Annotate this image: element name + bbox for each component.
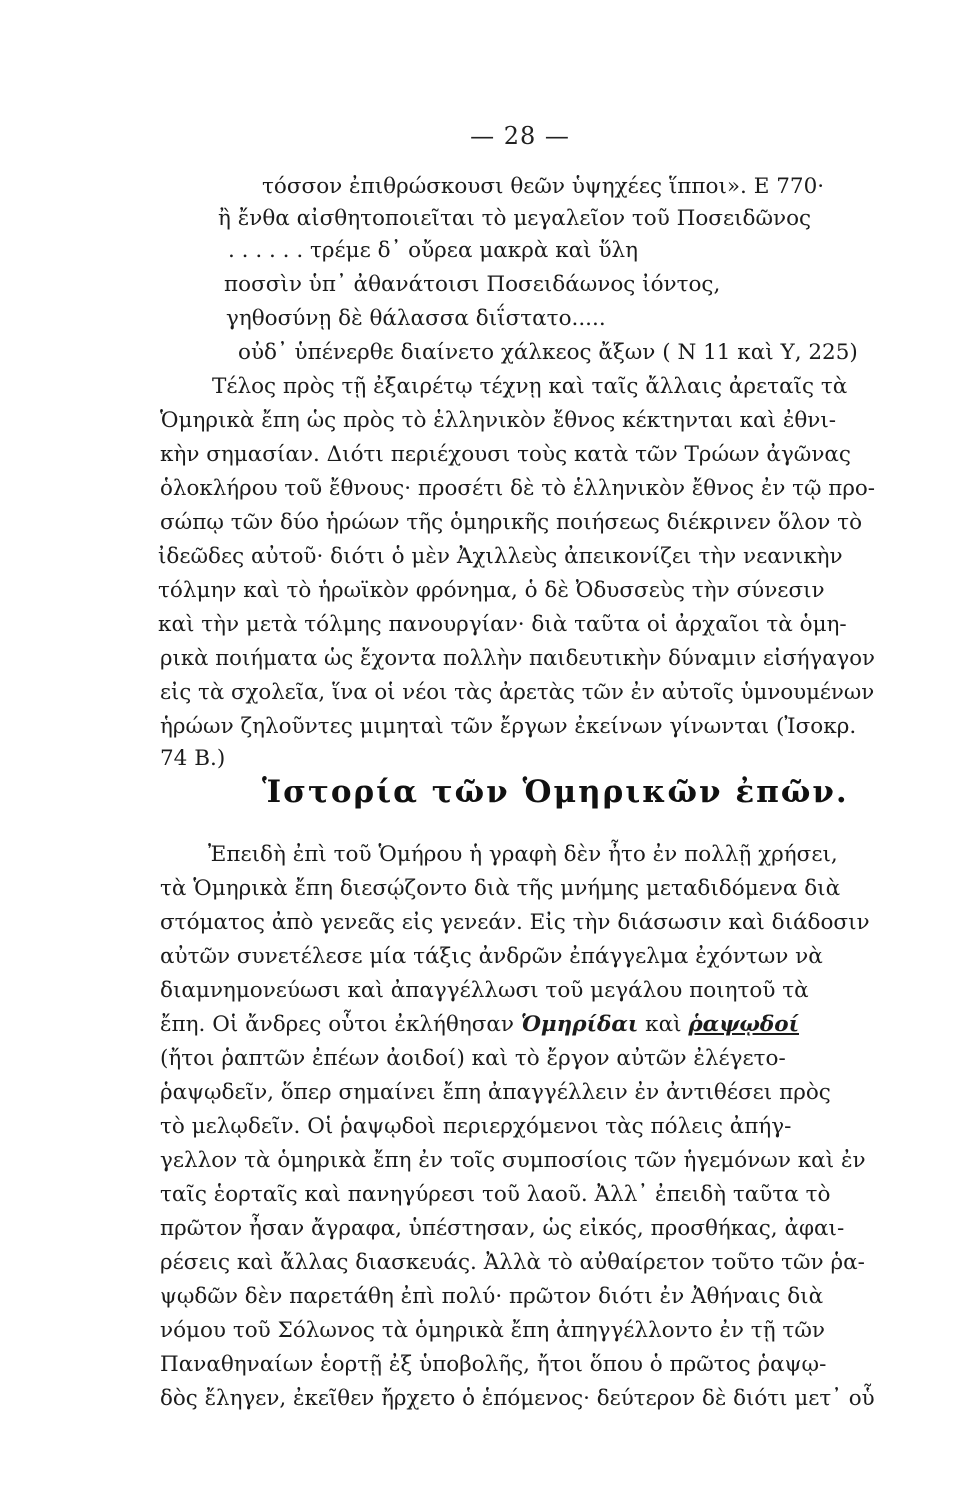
text-line: στόματος ἀπὸ γενεᾶς εἰς γενεάν. Εἰς τὴν διάσωσιν καὶ διάδοσιν <box>160 910 870 935</box>
text-line <box>160 1010 799 1040</box>
text-segment: καὶ <box>645 1012 682 1037</box>
text-line: 74 Β.) <box>160 746 226 771</box>
text-line: τὸ μελῳδεῖν. Οἱ ῥαψῳδοὶ περιερχόμενοι τὰς πόλεις ἀπήγ- <box>160 1114 792 1139</box>
text-line: ψῳδῶν δὲν παρετάθη ἐπὶ πολύ· πρῶτον διότι ἐν Ἀθήναις διὰ <box>160 1284 824 1309</box>
text-line: ταῖς ἑορταῖς καὶ πανηγύρεσι τοῦ λαοῦ. Ἀλλ᾽ ἐπειδὴ ταῦτα τὸ <box>160 1182 831 1207</box>
text-line: πρῶτον ἦσαν ἄγραφα, ὑπέστησαν, ὡς εἰκός, προσθήκας, ἀφαι- <box>160 1216 845 1241</box>
text-line: Τέλος πρὸς τῇ ἐξαιρέτῳ τέχνῃ καὶ ταῖς ἄλλαις ἀρεταῖς τὰ <box>212 374 848 399</box>
text-line: Ἐπειδὴ ἐπὶ τοῦ Ὁμήρου ἡ γραφὴ δὲν ἦτο ἐν πολλῇ χρήσει, <box>208 842 838 867</box>
text-line: (ἤτοι ῥαπτῶν ἐπέων ἀοιδοί) καὶ τὸ ἔργον αὐτῶν ἐλέγετο- <box>160 1046 786 1071</box>
text-line: γελλον τὰ ὁμηρικὰ ἔπη ἐν τοῖς συμποσίοις τῶν ἡγεμόνων καὶ ἐν <box>160 1148 866 1173</box>
text-line: δὸς ἔληγεν, ἐκεῖθεν ἤρχετο ὁ ἑπόμενος· δεύτερον δὲ διότι μετ᾽ οὗ <box>160 1386 875 1411</box>
text-line: ῥαψῳδεῖν, ὅπερ σημαίνει ἔπη ἀπαγγέλλειν ἐν ἀντιθέσει πρὸς <box>160 1080 831 1105</box>
text-line: . . . . . . τρέμε δ᾽ οὔρεα μακρὰ καὶ ὕλη <box>228 238 639 263</box>
term-rhapsodoi: ῥαψῳδοί <box>688 1012 799 1037</box>
text-line: νόμου τοῦ Σόλωνος τὰ ὁμηρικὰ ἔπη ἀπηγγέλλοντο ἐν τῇ τῶν <box>160 1318 825 1343</box>
text-line: κὴν σημασίαν. Διότι περιέχουσι τοὺς κατὰ τῶν Τρώων ἀγῶνας <box>160 442 851 467</box>
text-line: ἰδεῶδες αὐτοῦ· διότι ὁ μὲν Ἀχιλλεὺς ἀπεικονίζει τὴν νεανικὴν <box>158 544 843 569</box>
text-line: τόλμην καὶ τὸ ἡρωϊκὸν φρόνημα, ὁ δὲ Ὀδυσσεὺς τὴν σύνεσιν <box>158 578 825 603</box>
text-line: διαμνημονεύωσι καὶ ἀπαγγέλλωσι τοῦ μεγάλου ποιητοῦ τὰ <box>160 978 809 1003</box>
text-line: ρέσεις καὶ ἄλλας διασκευάς. Ἀλλὰ τὸ αὐθαίρετον τοῦτο τῶν ῥα- <box>160 1250 865 1275</box>
text-line: εἰς τὰ σχολεῖα, ἵνα οἱ νέοι τὰς ἀρετὰς τῶν ἐν αὐτοῖς ὑμνουμένων <box>160 680 875 705</box>
text-line: ὁλοκλήρου τοῦ ἔθνους· προσέτι δὲ τὸ ἑλληνικὸν ἔθνος ἐν τῷ προ- <box>160 476 876 501</box>
text-line: ἢ ἔνθα αἰσθητοποιεῖται τὸ μεγαλεῖον τοῦ Ποσειδῶνος <box>218 206 812 231</box>
text-line: ποσσὶν ὑπ᾽ ἀθανάτοισι Ποσειδάωνος ἰόντος, <box>224 272 721 297</box>
text-line: γηθοσύνῃ δὲ θάλασσα διΐστατο..... <box>226 306 606 331</box>
text-segment: ἔπη. Οἱ ἄνδρες οὗτοι ἐκλήθησαν <box>160 1012 514 1037</box>
text-line: Παναθηναίων ἑορτῇ ἐξ ὑποβολῆς, ἤτοι ὅπου ὁ πρῶτος ῥαψῳ- <box>160 1352 827 1377</box>
text-line: καὶ τὴν μετὰ τόλμης πανουργίαν· διὰ ταῦτα οἱ ἀρχαῖοι τὰ ὁμη- <box>158 612 847 637</box>
page-number: — 28 — <box>470 122 570 150</box>
text-line: αὐτῶν συνετέλεσε μία τάξις ἀνδρῶν ἐπάγγελμα ἐχόντων νὰ <box>160 944 823 969</box>
section-heading: Ἱστορία τῶν Ὁμηρικῶν ἐπῶν. <box>262 774 849 810</box>
text-line: τόσσον ἐπιθρώσκουσι θεῶν ὑψηχέες ἵπποι». Ε 770· <box>262 174 825 199</box>
text-line: τὰ Ὁμηρικὰ ἔπη διεσῴζοντο διὰ τῆς μνήμης μεταδιδόμενα διὰ <box>160 876 841 901</box>
text-line: οὐδ᾽ ὑπένερθε διαίνετο χάλκεος ἄξων ( Ν 11 καὶ Υ, 225) <box>238 340 858 365</box>
text-line: ρικὰ ποιήματα ὡς ἔχοντα πολλὴν παιδευτικὴν δύναμιν εἰσήγαγον <box>160 646 875 671</box>
text-line: Ὁμηρικὰ ἔπη ὡς πρὸς τὸ ἑλληνικὸν ἔθνος κέκτηνται καὶ ἐθνι- <box>160 408 837 433</box>
text-line: σώπῳ τῶν δύο ἡρώων τῆς ὁμηρικῆς ποιήσεως διέκρινεν ὅλον τὸ <box>160 510 863 535</box>
term-homeridai: Ὁμηρίδαι <box>520 1012 639 1037</box>
text-line: ἡρώων ζηλοῦντες μιμηταὶ τῶν ἔργων ἐκείνων γίνωνται (Ἰσοκρ. <box>160 714 857 739</box>
